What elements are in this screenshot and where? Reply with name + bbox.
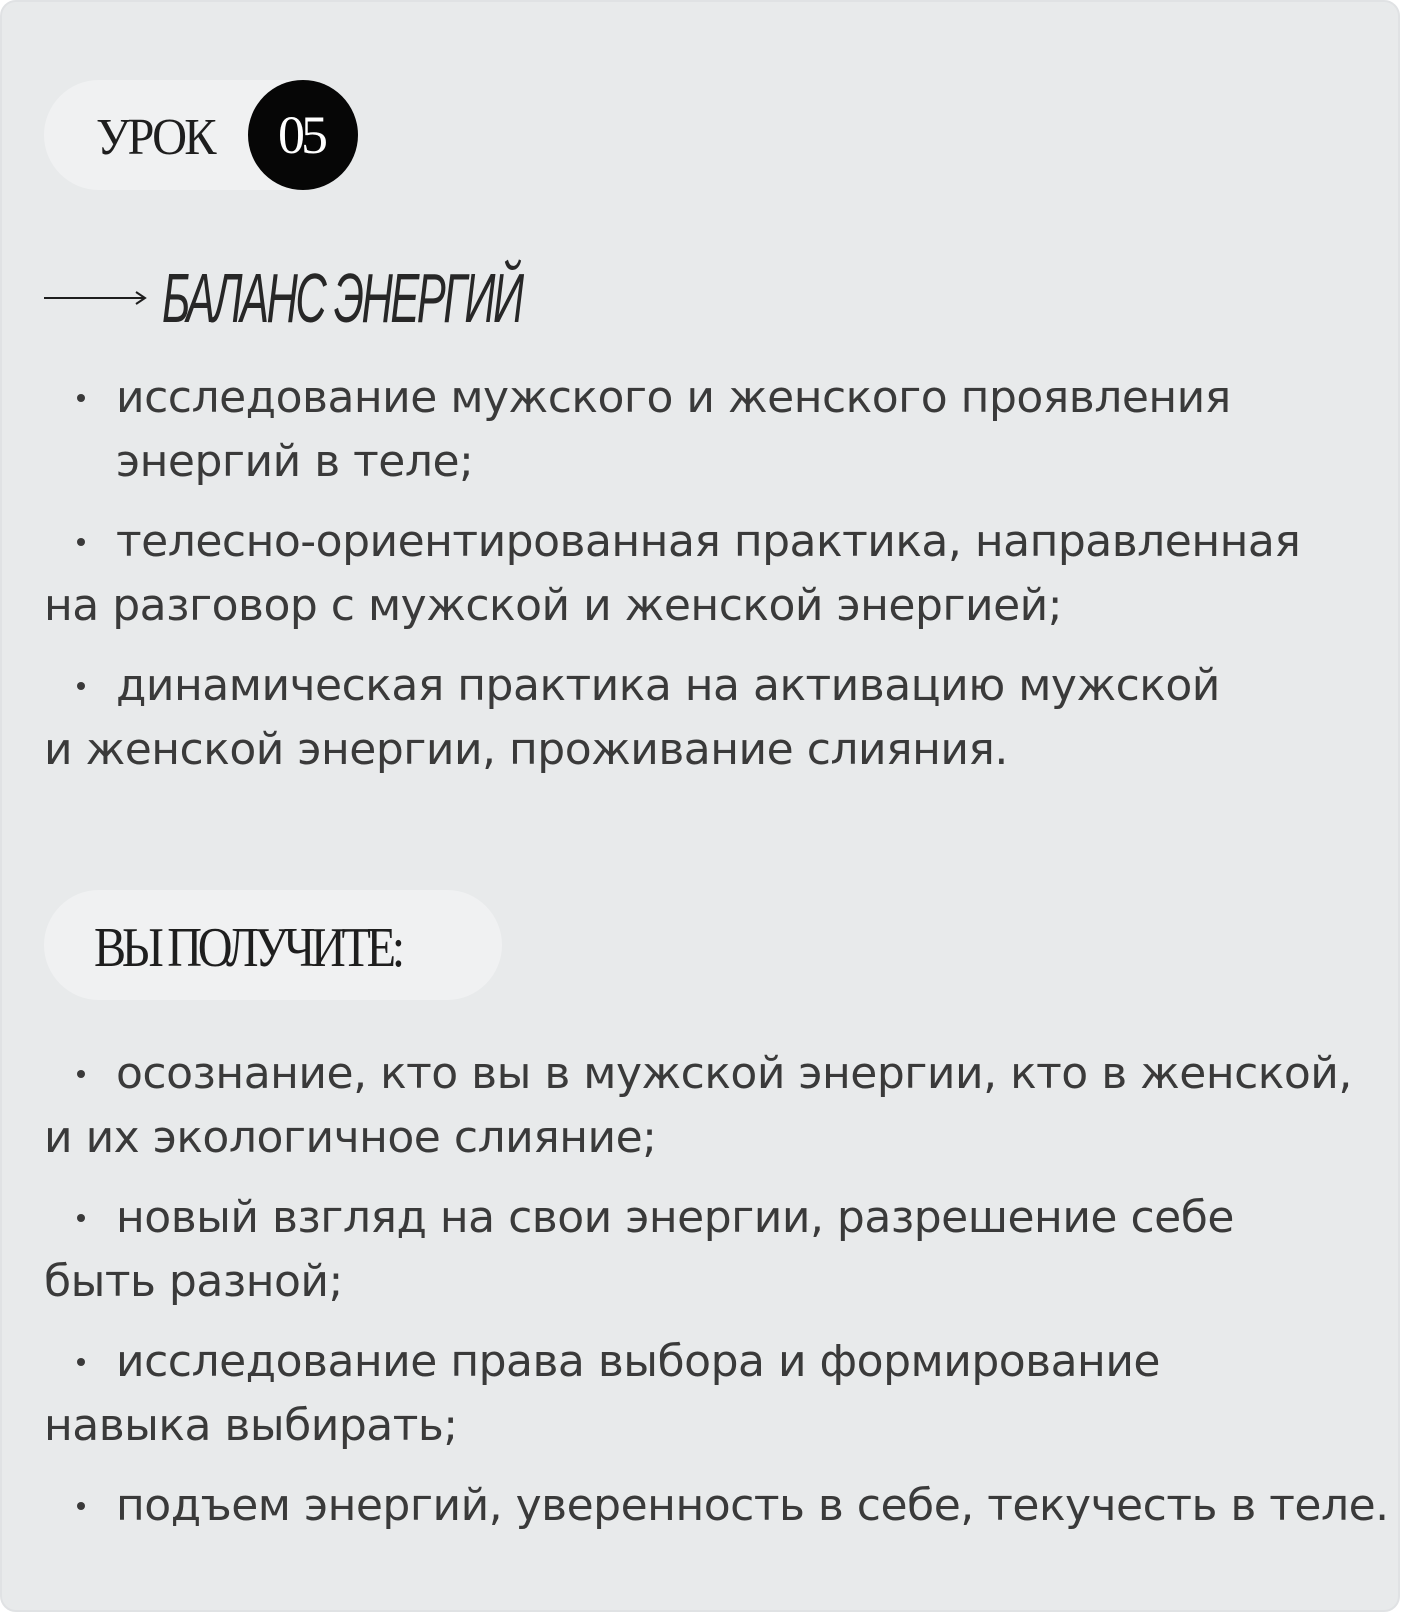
lesson-pill <box>44 80 358 190</box>
bullet-icon <box>77 682 85 690</box>
list-item <box>44 510 1364 638</box>
lesson-number-badge: 05 <box>248 80 358 190</box>
list-item-line: навыка выбирать; <box>44 1400 458 1451</box>
list-item-line: исследование права выбора и формирование <box>116 1336 1160 1387</box>
lesson-title: БАЛАНС ЭНЕРГИЙ <box>162 259 522 337</box>
lesson-label: УРОК <box>96 109 214 166</box>
bullet-icon <box>77 1358 85 1366</box>
list-item-line: телесно-ориентированная практика, направленная <box>116 516 1301 567</box>
list-item-line: и женской энергии, проживание слияния. <box>44 724 1008 775</box>
list-item <box>44 1186 1364 1314</box>
list-item-line: динамическая практика на активацию мужской <box>116 660 1220 711</box>
list-item-line: исследование мужского и женского проявления <box>116 372 1231 423</box>
arrow-right-icon <box>44 288 148 308</box>
list-item <box>44 1474 1389 1538</box>
results-label: ВЫ ПОЛУЧИТЕ: <box>94 917 401 979</box>
topics-list <box>44 366 1364 782</box>
bullet-icon <box>77 1214 85 1222</box>
list-item <box>44 654 1364 782</box>
results-list <box>44 1042 1389 1538</box>
results-pill <box>44 890 502 1000</box>
list-item-line: на разговор с мужской и женской энергией; <box>44 580 1063 631</box>
list-item <box>44 366 1364 494</box>
lesson-title-row <box>44 258 742 338</box>
list-item-line: осознание, кто вы в мужской энергии, кто в женской, <box>116 1048 1352 1099</box>
bullet-icon <box>77 1502 85 1510</box>
list-item-line: новый взгляд на свои энергии, разрешение себе <box>116 1192 1234 1243</box>
list-item-line: энергий в теле; <box>116 436 474 487</box>
bullet-icon <box>77 538 85 546</box>
list-item-line: подъем энергий, уверенность в себе, текучесть в теле. <box>116 1480 1389 1531</box>
bullet-icon <box>77 1070 85 1078</box>
list-item <box>44 1330 1364 1458</box>
list-item-line: и их экологичное слияние; <box>44 1112 657 1163</box>
list-item <box>44 1042 1364 1170</box>
list-item-line: быть разной; <box>44 1256 343 1307</box>
bullet-icon <box>77 394 85 402</box>
